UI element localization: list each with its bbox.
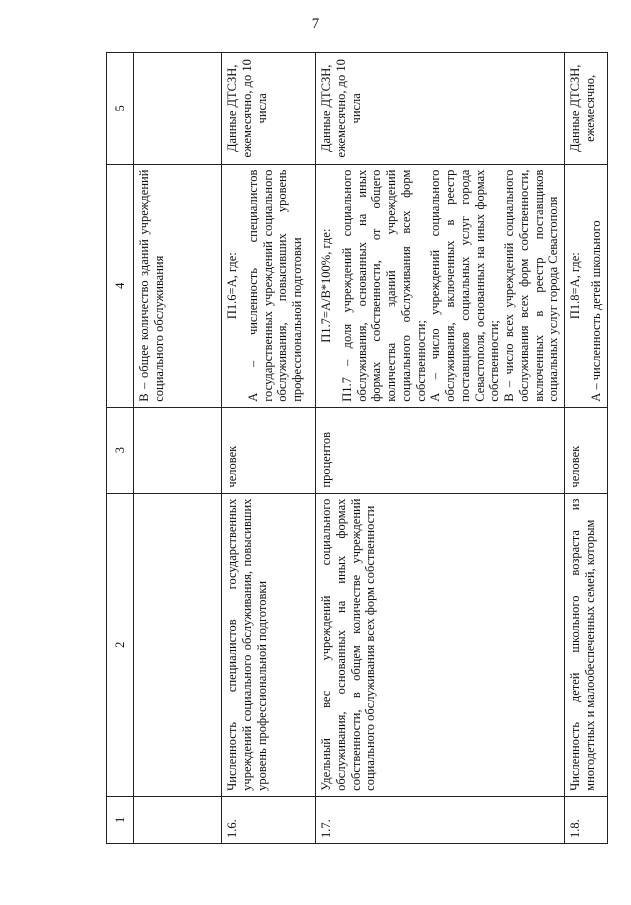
unit-of-measure [134,407,222,493]
indicator-name: Удельный вес учреждений социального обслуживания, основанных на иных формах собственности, в общем количестве учреждений социального обслуживания всех форм собственности [316,493,565,796]
indicators-table [106,52,608,844]
unit-of-measure: процентов [316,407,565,493]
column-number-3: 3 [107,407,134,493]
table-row-continuation [134,53,222,844]
unit-of-measure: человек [565,407,608,493]
data-source [134,53,222,165]
table-row-1-7 [316,53,565,844]
formula: П1.7=А/В*100%, где: [319,228,333,343]
table-row-1-6 [222,53,316,844]
indicator-name: Численность специалистов государственных учреждений социального обслуживания, повысивших уровень профессиональной подготовки [222,493,316,796]
table-row-1-8 [565,53,608,844]
formula-definition: П1.7 – доля учреждений социального обслуживания, основанных на иных формах собственности, от общего количества зданий учреждений социального обслуживания всех форм собственности; [339,169,428,402]
rotated-table-container [106,52,603,844]
indicator-name [134,493,222,796]
calculation-method [565,164,608,407]
formula-definition: А – численность специалистов государственных учреждений социального обслуживания, повысивших уровень профессиональной подготовки [245,169,304,402]
data-source: Данные ДТСЗН, ежемесячно, до 10 числа [316,53,565,165]
column-number-5: 5 [107,53,134,165]
row-number: 1.7. [316,796,565,843]
calculation-method [222,164,316,407]
formula: П1.8=А, где: [568,252,582,320]
formula: П1.6=А, где: [225,252,239,320]
formula-definition: А – число учреждений социального обслуживания, включенных в реестр поставщиков социальных услуг города Севастополя, основанных на иных формах собственности; [428,169,502,402]
column-number-1: 1 [107,796,134,843]
row-number: 1.8. [565,796,608,843]
data-source: Данные ДТСЗН, ежемесячно, до 10 числа [222,53,316,165]
column-number-2: 2 [107,493,134,796]
calculation-method [316,164,565,407]
column-number-4: 4 [107,164,134,407]
formula-definition: А – численность детей школьного [588,220,603,402]
indicator-name: Численность детей школьного возраста из многодетных и малообеспеченных семей, которым [565,493,608,796]
calculation-method [134,164,222,407]
row-number: 1.6. [222,796,316,843]
data-source: Данные ДТСЗН, ежемесячно, [565,53,608,165]
page-number: 7 [311,16,320,32]
table-header-row [107,53,134,844]
row-number [134,796,222,843]
formula-definition: В – общее количество зданий учреждений социального обслуживания [137,169,166,402]
formula-definition: В – число всех учреждений социального обслуживания всех форм собственности, включенных в реестр поставщиков социальных услуг города Севастополя [502,169,561,402]
unit-of-measure: человек [222,407,316,493]
